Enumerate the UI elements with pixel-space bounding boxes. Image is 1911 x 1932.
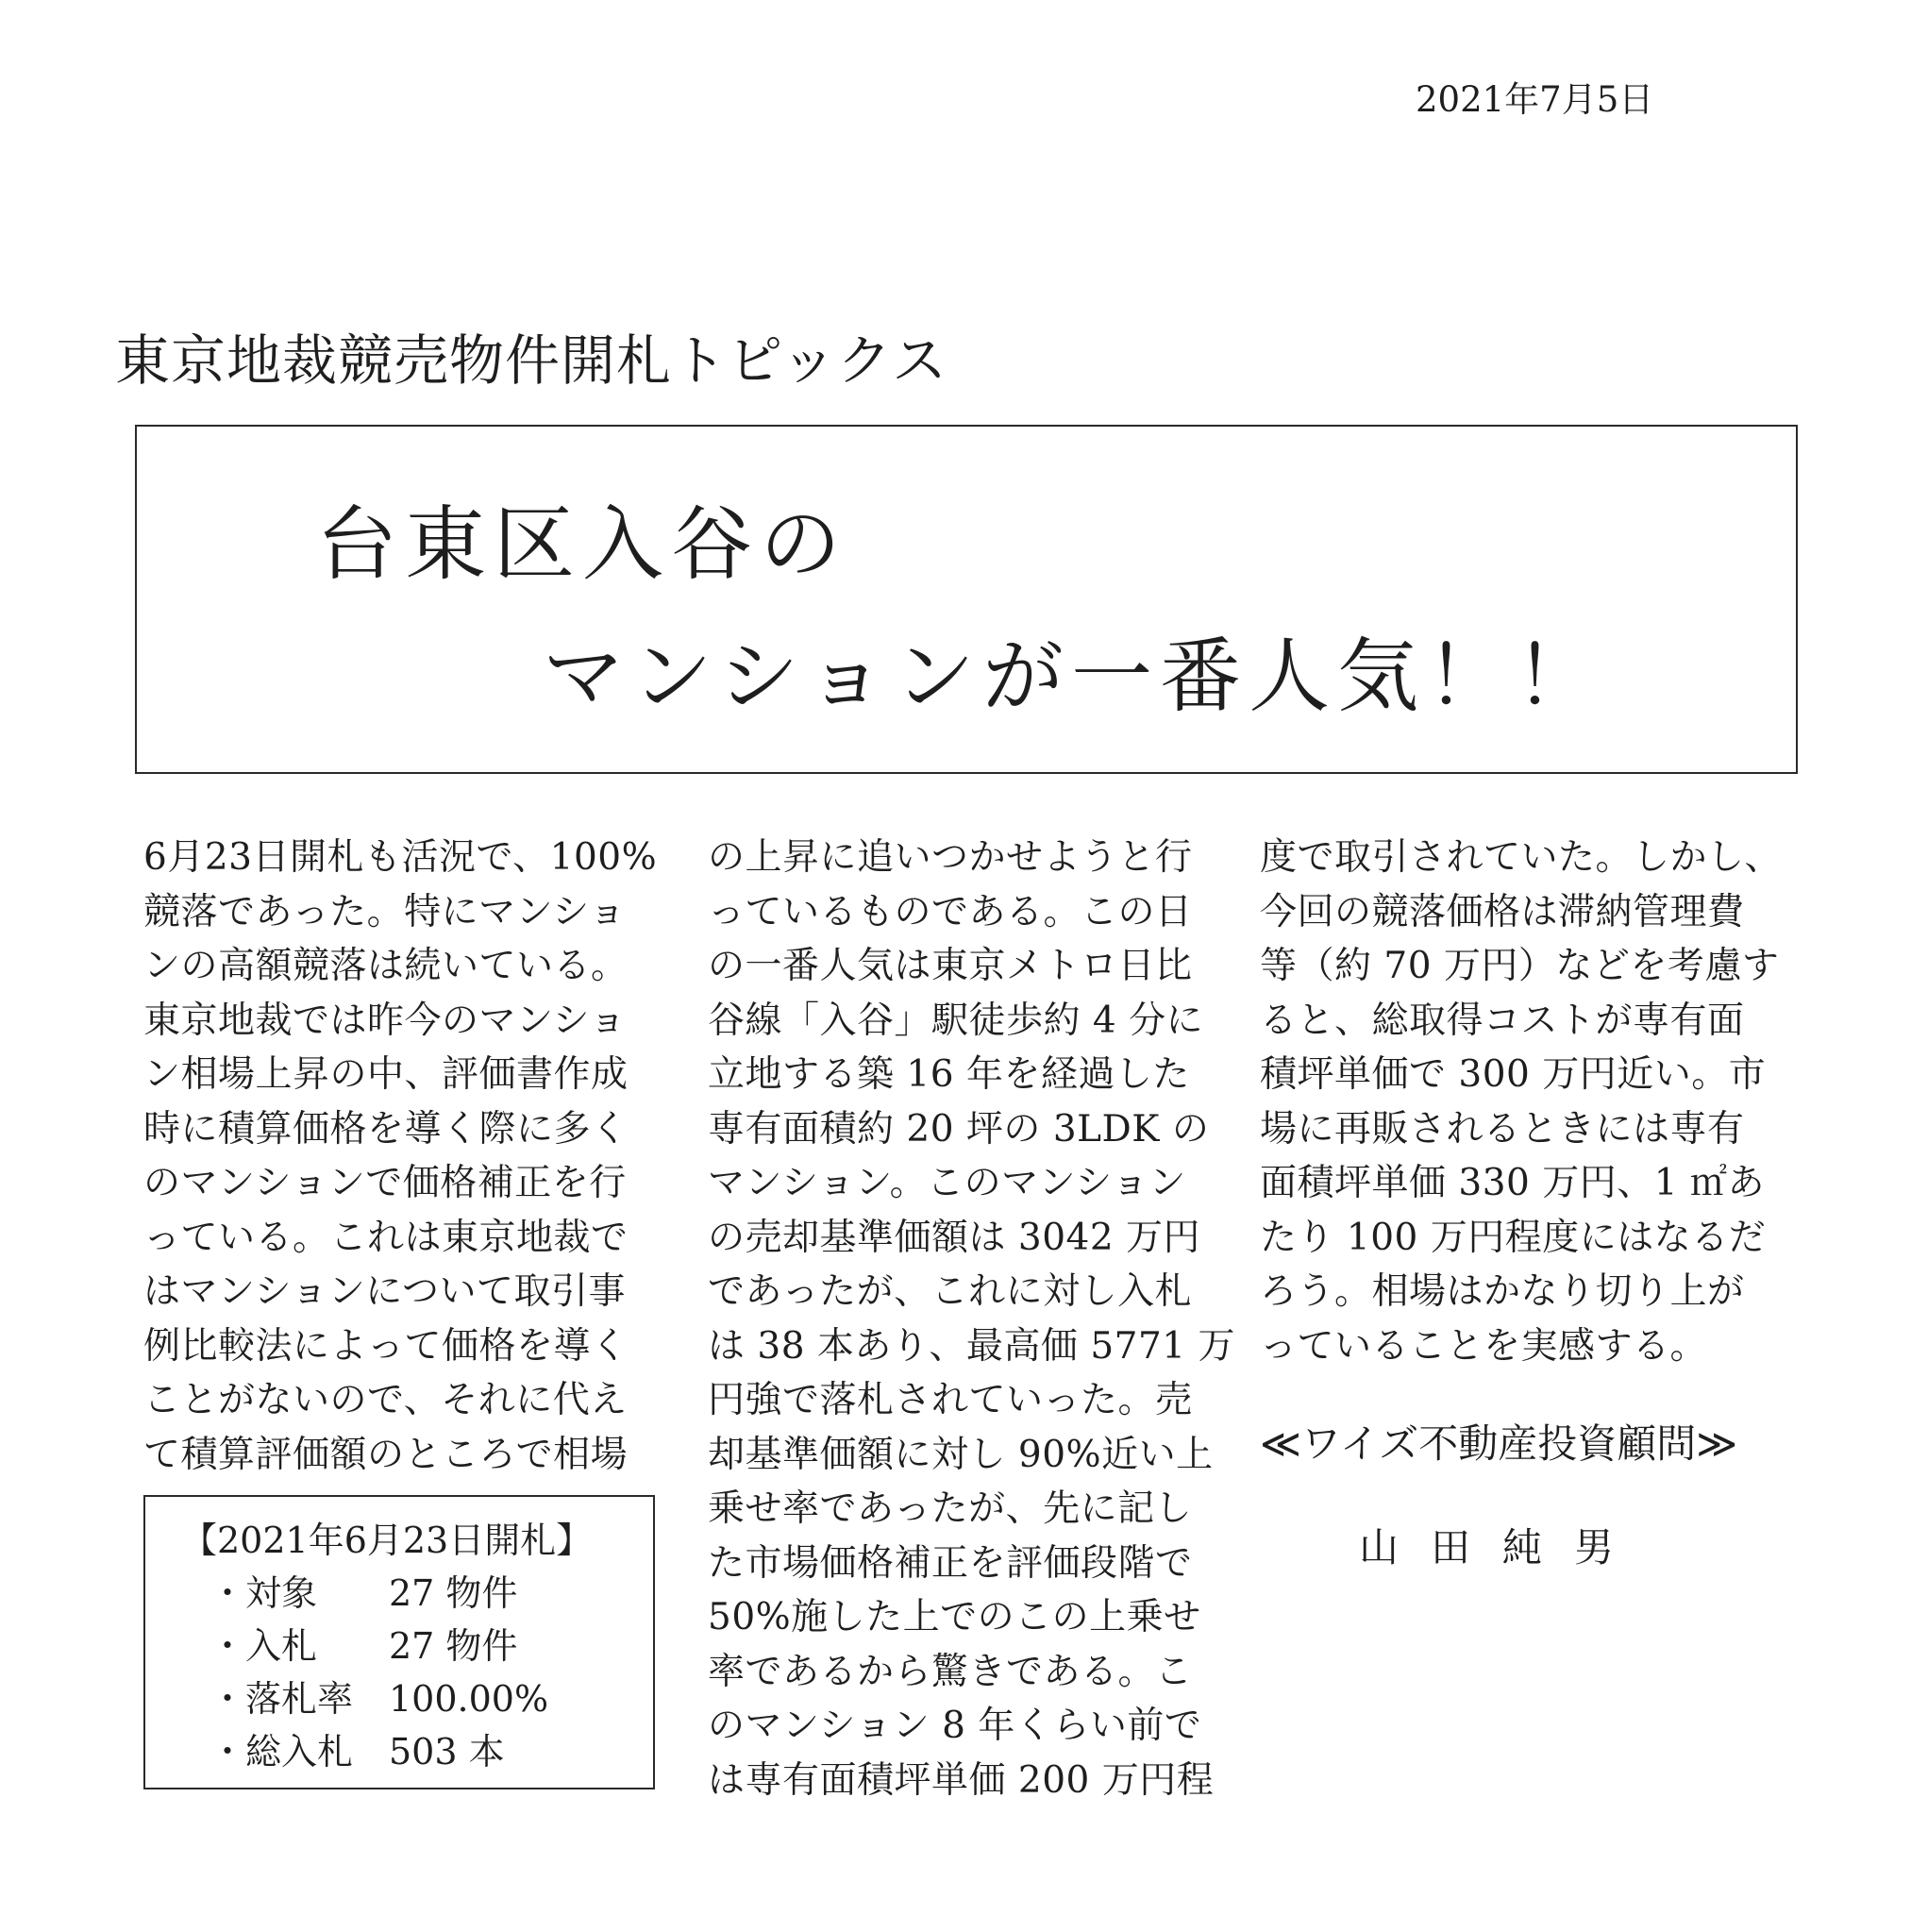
text-line: 専有面積約 20 坪の 3LDK の <box>708 1107 1210 1151</box>
section-kicker: 東京地裁競売物件開札トピックス <box>115 328 948 393</box>
summary-label: ・入札 <box>210 1625 318 1667</box>
text-line: 積坪単価で 300 万円近い。市 <box>1260 1053 1767 1096</box>
text-line: 谷線「入谷」駅徒歩約 4 分に <box>708 999 1204 1042</box>
article-column-1 <box>143 831 658 1482</box>
text-line: 東京地裁では昨今のマンショ <box>143 999 627 1042</box>
summary-value: 100.00% <box>389 1678 549 1720</box>
summary-value: 27 物件 <box>389 1625 518 1667</box>
text-line: マンション。このマンション <box>708 1162 1186 1204</box>
summary-row-rate <box>210 1672 548 1725</box>
text-line: 却基準価額に対し 90%近い上 <box>708 1433 1214 1476</box>
text-line: た市場価格補正を評価段階で <box>708 1541 1193 1585</box>
headline-line-1: 台東区入谷の <box>316 497 848 592</box>
text-line: ンの高額競落は続いている。 <box>143 945 629 987</box>
text-line: の一番人気は東京メトロ日比 <box>708 945 1193 987</box>
text-line: の上昇に追いつかせようと行 <box>708 836 1193 879</box>
text-line: ン相場上昇の中、評価書作成 <box>143 1053 629 1096</box>
text-line: のマンションで価格補正を行 <box>143 1162 627 1204</box>
summary-value: 27 物件 <box>389 1572 518 1614</box>
text-line: ことがないので、それに代え <box>143 1379 628 1421</box>
text-line: であったが、これに対し入札 <box>708 1270 1193 1313</box>
summary-row-bids <box>210 1620 517 1672</box>
text-line: 率であるから驚きである。こ <box>708 1650 1193 1693</box>
text-line: 競落であった。特にマンショ <box>143 890 627 933</box>
article-column-2 <box>708 831 1235 1807</box>
headline-box <box>135 425 1798 774</box>
text-line: 面積坪単価 330 万円、1 ㎡あ <box>1260 1162 1765 1204</box>
summary-label: ・対象 <box>210 1572 318 1614</box>
auction-summary-box <box>143 1495 655 1789</box>
text-line: 例比較法によって価格を導く <box>143 1324 629 1368</box>
text-line: 度で取引されていた。しかし、 <box>1260 836 1783 879</box>
text-line: 時に積算価格を導く際に多く <box>143 1107 629 1151</box>
text-line: っていることを実感する。 <box>1260 1324 1708 1368</box>
summary-label: ・落札率 <box>210 1678 354 1720</box>
summary-row-total <box>210 1725 505 1778</box>
publication-date: 2021年7月5日 <box>1416 79 1654 120</box>
text-line: ろう。相場はかなり切り上が <box>1260 1270 1745 1313</box>
text-line: っているものである。この日 <box>708 890 1193 933</box>
text-line: 50%施した上でのこの上乗せ <box>708 1596 1201 1638</box>
text-line: て積算評価額のところで相場 <box>143 1433 629 1476</box>
text-line: の売却基準価額は 3042 万円 <box>708 1216 1201 1259</box>
text-line: 乗せ率であったが、先に記し <box>708 1487 1193 1530</box>
text-line: は 38 本あり、最高価 5771 万 <box>708 1324 1235 1368</box>
text-line: 今回の競落価格は滞納管理費 <box>1260 890 1745 933</box>
text-line: 円強で落札されていった。売 <box>708 1379 1193 1421</box>
text-line: たり 100 万円程度にはなるだ <box>1260 1216 1767 1259</box>
text-line: 場に再販されるときには専有 <box>1260 1107 1745 1151</box>
text-line: 立地する築 16 年を経過した <box>708 1053 1190 1096</box>
summary-row-target <box>210 1567 517 1620</box>
text-line: はマンションについて取引事 <box>143 1270 626 1313</box>
summary-value: 503 本 <box>389 1731 505 1772</box>
text-line: っている。これは東京地裁で <box>143 1216 629 1259</box>
text-line: ると、総取得コストが専有面 <box>1260 999 1745 1042</box>
text-line: は専有面積坪単価 200 万円程 <box>708 1758 1215 1802</box>
text-line: 等（約 70 万円）などを考慮す <box>1260 945 1780 987</box>
headline-line-2: マンションが一番人気！！ <box>543 630 1604 724</box>
article-column-3 <box>1260 831 1783 1373</box>
text-line: のマンション 8 年くらい前で <box>708 1705 1202 1747</box>
summary-title: 【2021年6月23日開札】 <box>181 1520 593 1561</box>
summary-label: ・総入札 <box>210 1731 354 1772</box>
author-organization: ≪ワイズ不動産投資顧問≫ <box>1260 1420 1738 1467</box>
author-name: 山田純男 <box>1359 1524 1647 1571</box>
text-line: 6月23日開札も活況で、100% <box>143 836 658 879</box>
